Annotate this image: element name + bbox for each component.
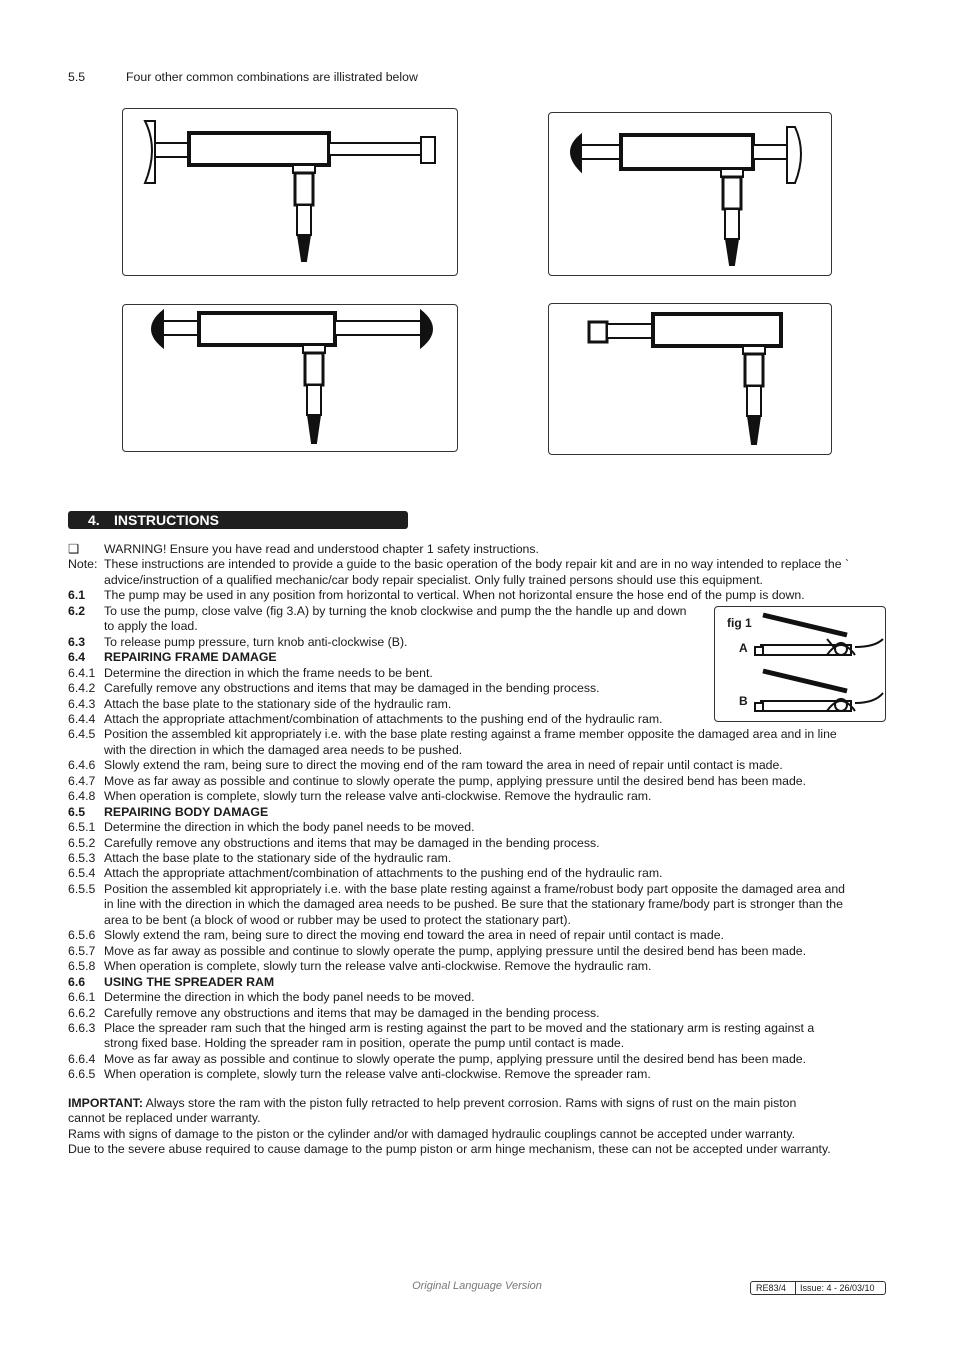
instruction-text: The pump may be used in any position from horizontal to vertical. When not horizontal ensure the hose end of the pump is down. [104, 588, 805, 603]
instruction-text: Attach the appropriate attachment/combination of attachments to the pushing end of the hydraulic ram. [104, 866, 663, 881]
ram-combination-1-image [123, 109, 457, 275]
important-line-2: cannot be replaced under warranty. [68, 1111, 261, 1125]
instruction-number: 6.4.5 [68, 727, 96, 742]
illustration-combo-3 [122, 304, 458, 452]
instruction-number: 6.2 [68, 603, 86, 618]
instruction-number: 6.5.6 [68, 928, 96, 943]
instruction-number: 6.5.2 [68, 835, 96, 850]
footer-issue: Issue: 4 - 26/03/10 [800, 1283, 875, 1293]
footer-divider [795, 1281, 796, 1295]
ram-combination-2-image [549, 113, 831, 275]
instruction-text: To use the pump, close valve (fig 3.A) by turning the knob clockwise and pump the the handle up and down [104, 603, 687, 618]
instruction-text: Move as far away as possible and continue to slowly operate the pump, applying pressure until the desired bend has been made. [104, 773, 807, 788]
illustration-combo-4 [548, 303, 832, 455]
instruction-text: USING THE SPREADER RAM [104, 974, 275, 989]
instruction-number: 6.4.2 [68, 681, 96, 696]
instruction-text: Attach the base plate to the stationary side of the hydraulic ram. [104, 696, 452, 711]
footer-code: RE83/4 [756, 1283, 787, 1293]
instruction-text: Position the assembled kit appropriately i.e. with the base plate resting against a frame member opposite the damaged area and in line [104, 727, 837, 742]
instruction-text: When operation is complete, slowly turn the release valve anti-clockwise. Remove the spreader ram. [104, 1067, 651, 1082]
important-label: IMPORTANT: [68, 1096, 143, 1110]
important-text-1: Always store the ram with the piston fully retracted to help prevent corrosion. Rams with signs of rust on the main piston [142, 1096, 797, 1110]
instruction-text: Move as far away as possible and continue to slowly operate the pump, applying pressure until the desired bend has been made. [104, 943, 807, 958]
instruction-number: 6.4.4 [68, 711, 96, 726]
instruction-number: 6.5.4 [68, 866, 96, 881]
footer-doc-box [750, 1281, 886, 1295]
important-line-1 [68, 1096, 796, 1111]
instruction-text: to apply the load. [104, 619, 198, 634]
instruction-text: REPAIRING FRAME DAMAGE [104, 650, 277, 665]
instruction-number: 6.5.1 [68, 820, 96, 835]
instruction-number: ❑ [68, 542, 80, 556]
instruction-text: Carefully remove any obstructions and items that may be damaged in the bending process. [104, 1005, 600, 1020]
instruction-number: 6.6.2 [68, 1005, 96, 1020]
instruction-number: 6.4.6 [68, 758, 96, 773]
ram-combination-4-image [549, 304, 831, 454]
instruction-text: These instructions are intended to provide a guide to the basic operation of the body repair kit and are in no way intended to replace the ` [104, 557, 850, 572]
intro-number: 5.5 [68, 70, 86, 84]
instruction-text: in line with the direction in which the damaged area needs to be pushed. Be sure that the stationary frame/body part is stronger than the [104, 897, 843, 912]
instruction-number: 6.5.7 [68, 943, 96, 958]
instruction-text: When operation is complete, slowly turn the release valve anti-clockwise. Remove the hydraulic ram. [104, 959, 652, 974]
instruction-text: REPAIRING BODY DAMAGE [104, 804, 269, 819]
instruction-text: Attach the appropriate attachment/combination of attachments to the pushing end of the hydraulic ram. [104, 711, 663, 726]
instruction-number: 6.6.3 [68, 1020, 96, 1035]
instruction-text: Move as far away as possible and continue to slowly operate the pump, applying pressure until the desired bend has been made. [104, 1051, 807, 1066]
instruction-text: Carefully remove any obstructions and items that may be damaged in the bending process. [104, 835, 600, 850]
instruction-number: 6.6.5 [68, 1067, 96, 1082]
instruction-number: 6.5.5 [68, 881, 96, 896]
fig1-label: fig 1 [727, 616, 752, 630]
instruction-text: Carefully remove any obstructions and items that may be damaged in the bending process. [104, 681, 600, 696]
instruction-text: strong fixed base. Holding the spreader ram in position, operate the pump until contact is made. [104, 1036, 625, 1051]
footer-language: Original Language Version [412, 1280, 542, 1292]
instruction-number: 6.1 [68, 588, 86, 603]
instruction-text: Determine the direction in which the body panel needs to be moved. [104, 820, 475, 835]
instruction-text: When operation is complete, slowly turn the release valve anti-clockwise. Remove the hydraulic ram. [104, 789, 652, 804]
instruction-text: Determine the direction in which the body panel needs to be moved. [104, 990, 475, 1005]
important-line-4: Due to the severe abuse required to cause damage to the pump piston or arm hinge mechanism, these can not be accepted under warranty. [68, 1142, 831, 1156]
instruction-number: 6.4.1 [68, 665, 96, 680]
important-line-3: Rams with signs of damage to the piston or the cylinder and/or with damaged hydraulic couplings cannot be accepted under warranty. [68, 1127, 796, 1141]
instruction-text: Determine the direction in which the frame needs to be bent. [104, 665, 433, 680]
instruction-text: Place the spreader ram such that the hinged arm is resting against the part to be moved and the stationary arm is resting against a [104, 1020, 815, 1035]
instruction-number: 6.5.3 [68, 851, 96, 865]
instruction-text: advice/instruction of a qualified mechanic/car body repair specialist. Only fully trained persons should use this equipment. [104, 572, 763, 587]
instruction-text: WARNING! Ensure you have read and understood chapter 1 safety instructions. [104, 542, 539, 556]
section-header [68, 511, 408, 529]
instruction-number: 6.5.8 [68, 959, 96, 974]
illustration-combo-1 [122, 108, 458, 276]
instruction-text: Slowly extend the ram, being sure to direct the moving end toward the area in need of repair until contact is made. [104, 928, 724, 943]
instruction-text: Slowly extend the ram, being sure to direct the moving end of the ram toward the area in need of repair until contact is made. [104, 758, 783, 773]
fig1-box [714, 606, 886, 722]
instruction-number: 6.4.3 [68, 696, 96, 711]
instruction-number: 6.4.8 [68, 789, 96, 804]
instruction-text: with the direction in which the damaged area needs to be pushed. [104, 742, 463, 757]
instruction-number: Note: [68, 557, 98, 572]
instruction-number: 6.6 [68, 974, 86, 989]
fig1-label-b: B [739, 694, 748, 708]
ram-combination-3-image [123, 305, 457, 451]
instruction-number: 6.3 [68, 634, 86, 649]
illustration-combo-2 [548, 112, 832, 276]
section-title: INSTRUCTIONS [114, 512, 219, 528]
instruction-number: 6.6.4 [68, 1051, 96, 1066]
pump-image [715, 607, 885, 721]
instruction-number: 6.6.1 [68, 990, 96, 1005]
fig1-label-a: A [739, 641, 748, 655]
section-number: 4. [88, 512, 100, 528]
instruction-text: To release pump pressure, turn knob anti-clockwise (B). [104, 634, 408, 649]
instruction-text: Position the assembled kit appropriately i.e. with the base plate resting against a frame/robust body part opposite the damaged area and [104, 881, 845, 896]
instruction-text: area to be bent (a block of wood or rubber may be used to protect the stationary part). [104, 912, 571, 927]
intro-text: Four other common combinations are illistrated below [126, 70, 418, 84]
instruction-number: 6.4 [68, 650, 86, 665]
instruction-number: 6.4.7 [68, 773, 96, 788]
instruction-text: Attach the base plate to the stationary side of the hydraulic ram. [104, 851, 452, 865]
instruction-number: 6.5 [68, 804, 86, 819]
